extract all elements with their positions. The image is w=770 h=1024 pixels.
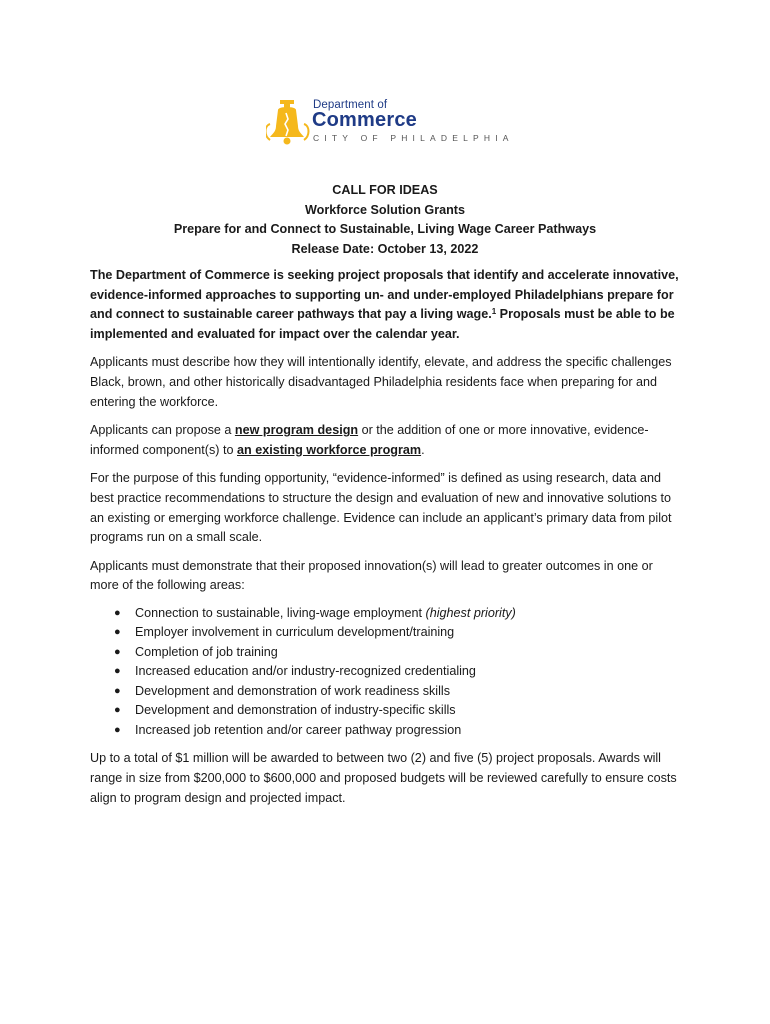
intro-text: The Department of Commerce is seeking project proposals that identify and accelerate innovative, evidence-informed approaches to supporting un- and under-employed Philadelphians prepare for and connect to sustainable career pathways that pay a living wage. — [90, 268, 679, 322]
outcome-text: Development and demonstration of industry-specific skills — [135, 703, 456, 718]
list-item — [90, 721, 682, 741]
grant-title: Workforce Solution Grants — [304, 202, 465, 217]
propose-before: Applicants can propose a — [90, 423, 235, 438]
propose-paragraph — [90, 421, 682, 460]
outcomes-paragraph: Applicants must demonstrate that their proposed innovation(s) will lead to greater outcomes in one or more of the following areas: — [90, 558, 653, 593]
bullet-icon: ● — [114, 645, 121, 658]
document-body — [90, 266, 682, 817]
call-title: CALL FOR IDEAS — [332, 183, 438, 197]
list-item — [90, 682, 682, 702]
outcome-text: Employer involvement in curriculum development/training — [135, 625, 455, 640]
outcome-text: Increased job retention and/or career pathway progression — [135, 722, 462, 737]
list-item — [90, 662, 682, 682]
list-item — [90, 623, 682, 643]
grant-subtitle: Prepare for and Connect to Sustainable, Living Wage Career Pathways — [173, 222, 597, 237]
logo-department-line: Department of — [313, 99, 388, 111]
new-program-design-link[interactable]: new program design — [234, 423, 359, 438]
outcome-note: (highest priority) — [425, 605, 516, 620]
document-header — [90, 181, 680, 260]
list-item — [90, 701, 682, 721]
release-date: Release Date: October 13, 2022 — [291, 242, 479, 257]
outcomes-list — [90, 604, 682, 741]
challenges-paragraph: Applicants must describe how they will intentionally identify, elevate, and address the specific challenges Black, brown, and other historically disadvantaged Philadelphia residents face when preparing for and entering the workforce. — [90, 355, 672, 409]
bullet-icon: ● — [114, 626, 121, 639]
bullet-icon: ● — [114, 704, 121, 717]
intro-paragraph — [90, 266, 682, 344]
outcome-text: Development and demonstration of work readiness skills — [135, 683, 450, 698]
commerce-logo — [266, 96, 516, 152]
outcome-text: Connection to sustainable, living-wage employment — [135, 605, 426, 620]
list-item — [90, 643, 682, 663]
existing-program-link[interactable]: an existing workforce program — [237, 442, 422, 457]
propose-after: . — [421, 442, 425, 457]
outcome-text: Completion of job training — [135, 644, 278, 659]
outcome-text: Increased education and/or industry-recognized credentialing — [135, 664, 476, 679]
bullet-icon: ● — [114, 684, 121, 697]
bullet-icon: ● — [114, 606, 121, 619]
funding-paragraph: Up to a total of $1 million will be awarded to between two (2) and five (5) project proposals. Awards will range in size from $200,000 to $600,000 and proposed budgets will be reviewed carefully to ensure costs align to program design and projected impact. — [90, 751, 677, 805]
evidence-paragraph: For the purpose of this funding opportunity, “evidence-informed” is defined as using research, data and best practice recommendations to structure the design and evaluation of new and innovative solutions to an existing or emerging workforce challenge. Evidence can include an applicant’s primary data from pilot programs run on a small scale. — [90, 471, 672, 545]
liberty-bell-icon — [266, 96, 312, 148]
propose-middle: or the addition of one or more innovative, evidence-informed component(s) to — [90, 423, 649, 457]
logo-name: Commerce — [312, 109, 417, 131]
footnote-marker[interactable]: 1 — [491, 307, 497, 317]
list-item — [90, 604, 682, 624]
bullet-icon: ● — [114, 723, 121, 736]
logo-city-line: CITY OF PHILADELPHIA — [313, 133, 514, 143]
intro-text-after: Proposals must be able to be implemented and evaluated for impact over the calendar year. — [90, 307, 675, 341]
bullet-icon: ● — [114, 665, 121, 678]
